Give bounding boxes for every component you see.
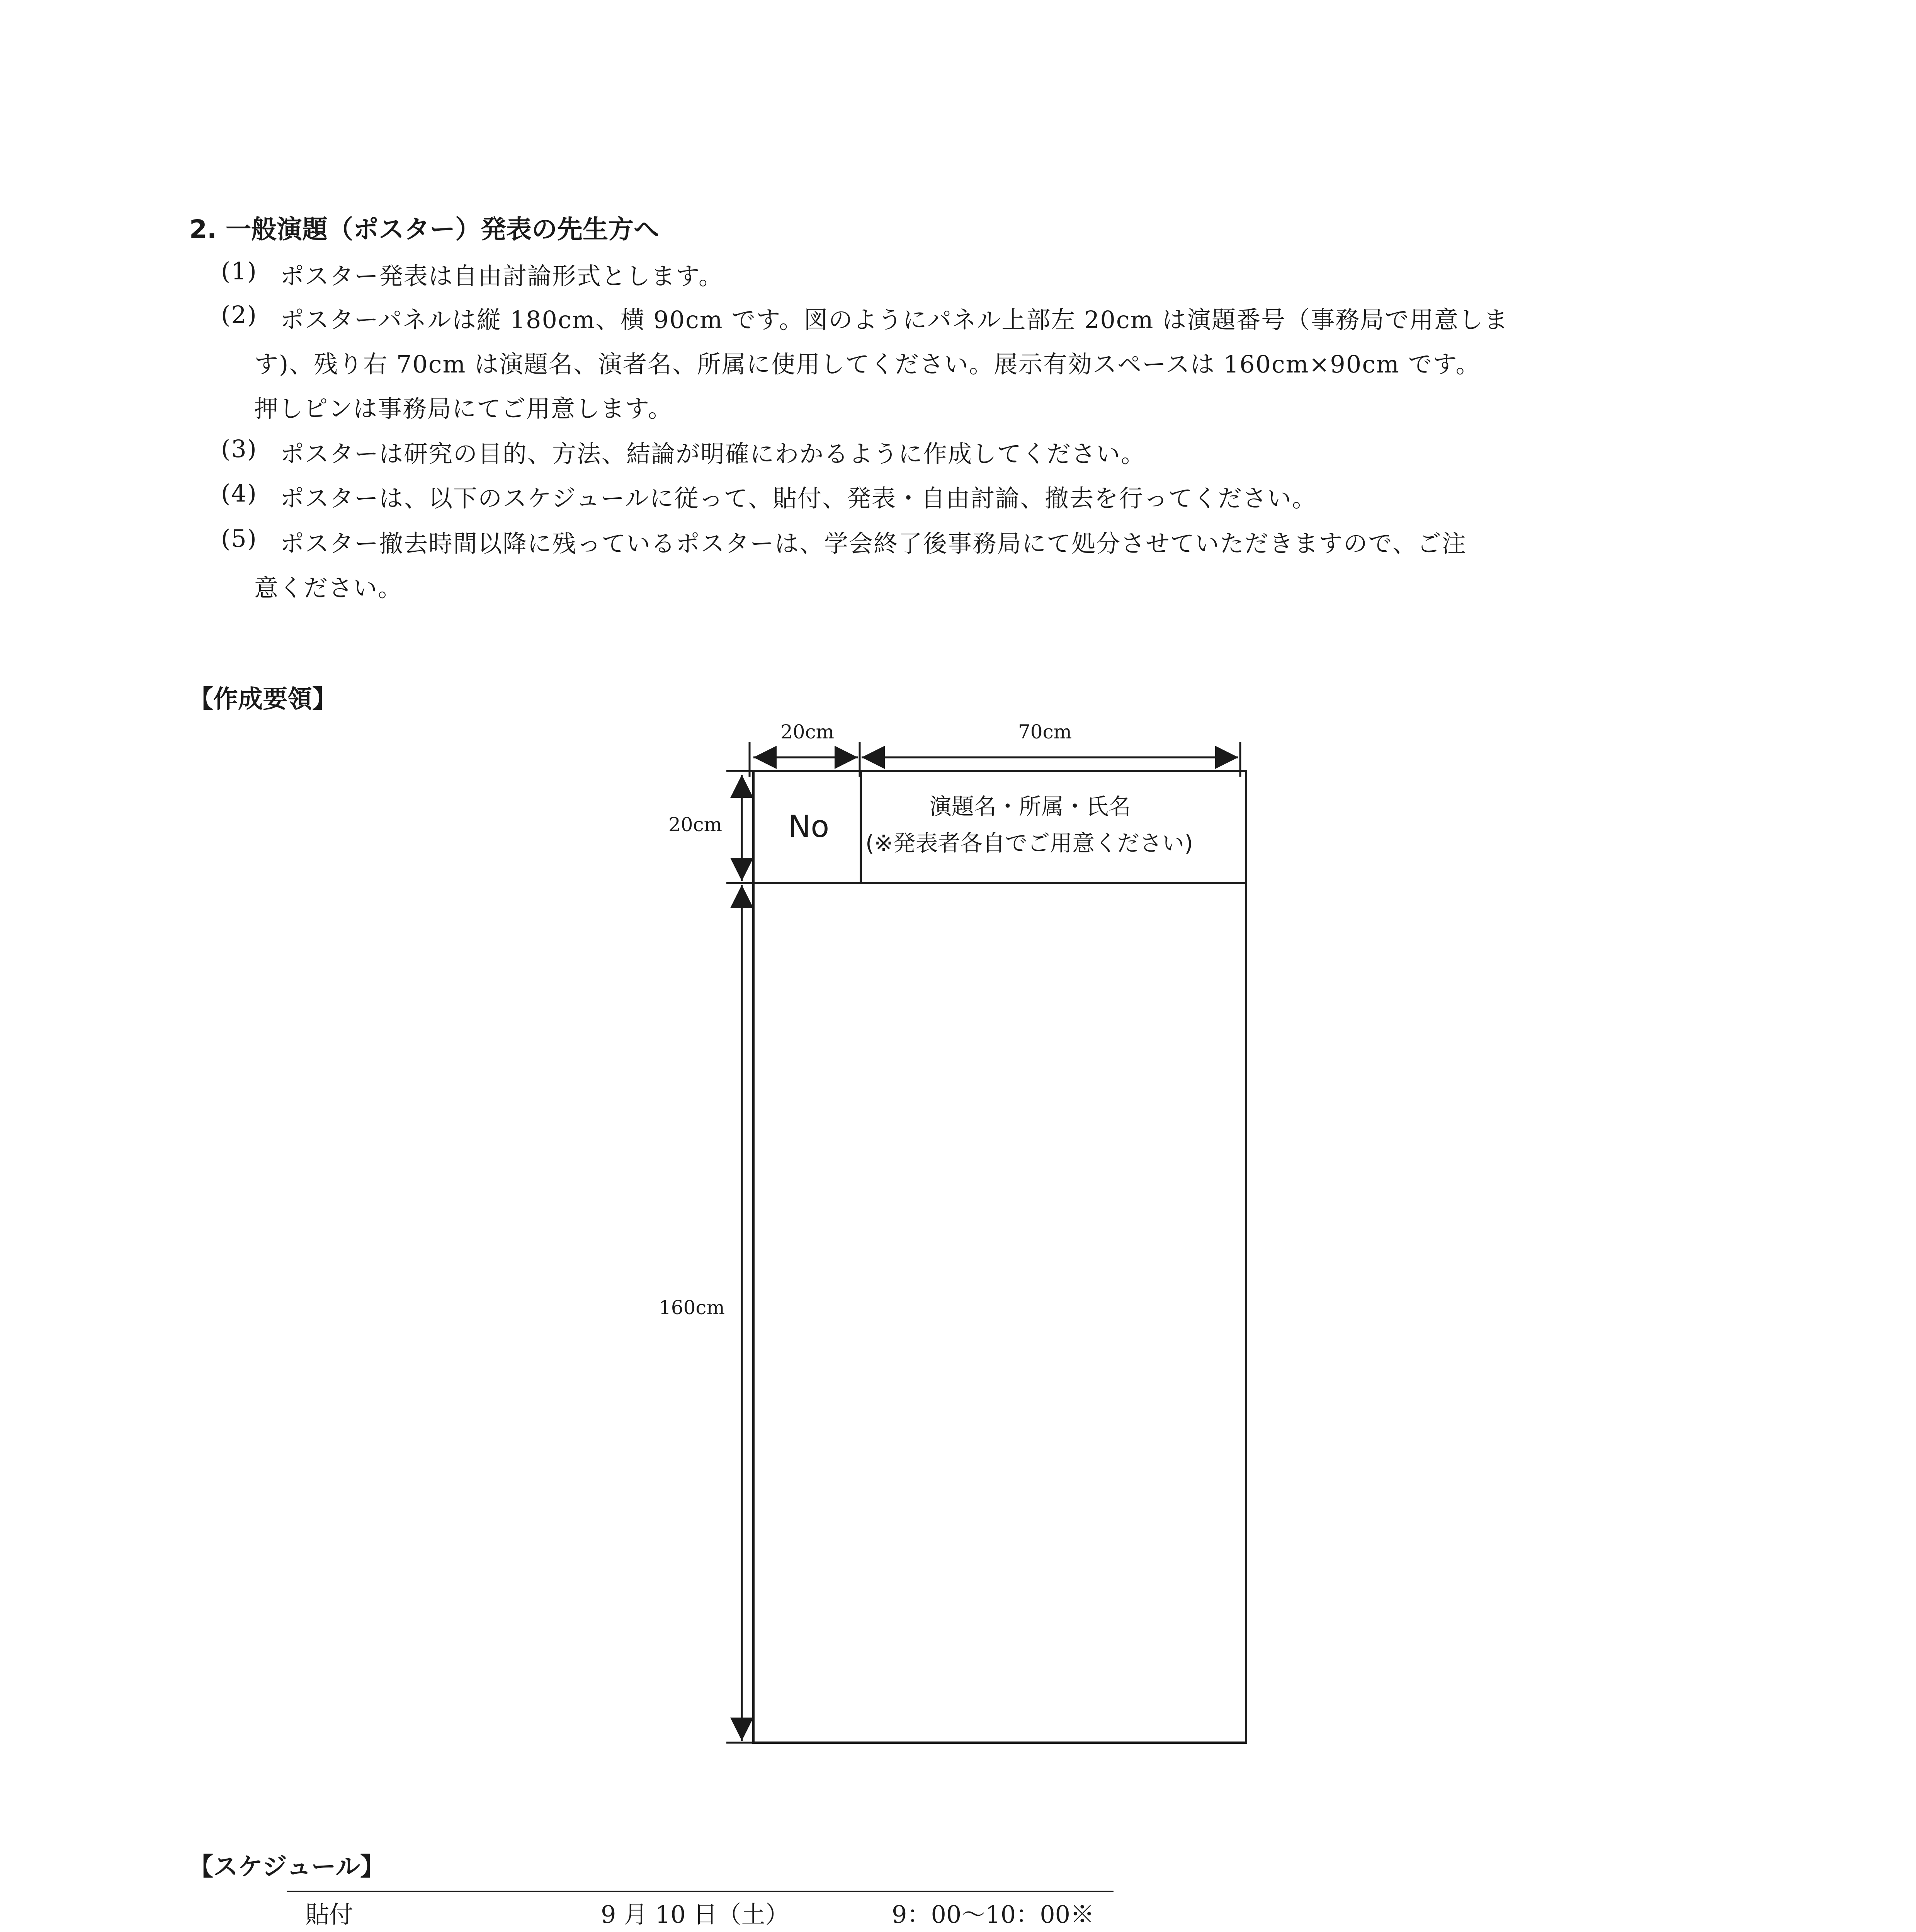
dim-label-top-left: 20cm: [780, 721, 835, 743]
list-item: ポスター撤去時間以降に残っているポスターは、学会終了後事務局にて処分させていただきますので、ご注: [280, 529, 1467, 558]
layout-guide-caption: 【作成要領】: [189, 685, 337, 714]
section2-heading: 2. 一般演題（ポスター）発表の先生方へ: [189, 214, 659, 244]
schedule-date: 9 月 10 日（土）: [601, 1900, 789, 1929]
list-item: ポスターは研究の目的、方法、結論が明確にわかるように作成してください。: [280, 440, 1146, 468]
item-number: (4): [221, 479, 257, 507]
list-item-continued: 意ください。: [254, 574, 403, 602]
list-item-continued: す)、残り右 70cm は演題名、演者名、所属に使用してください。展示有効スペースは 160cm×90cm です。: [254, 350, 1481, 378]
item-number: (5): [221, 524, 257, 553]
poster-panel: [753, 771, 1246, 1743]
schedule-time: 9：00〜10：00※: [892, 1900, 1095, 1929]
item-number: (3): [221, 435, 257, 463]
title-cell-line2: (※発表者各自でご用意ください): [865, 830, 1193, 856]
dimension-guides: [726, 742, 1240, 1743]
no-cell-label: No: [788, 810, 830, 844]
dim-label-top-right: 70cm: [1018, 721, 1072, 743]
list-item-continued: 押しピンは事務局にてご用意します。: [254, 395, 673, 423]
table-rule-top: [287, 1891, 1114, 1892]
schedule-caption: 【スケジュール】: [189, 1853, 385, 1881]
item-number: (2): [221, 301, 257, 329]
dim-label-header-height: 20cm: [668, 813, 723, 836]
item-number: (1): [221, 257, 257, 285]
list-item: ポスターは、以下のスケジュールに従って、貼付、発表・自由討論、撤去を行ってください。: [280, 484, 1317, 512]
dim-label-body-height: 160cm: [659, 1296, 725, 1319]
list-item: ポスターパネルは縦 180cm、横 90cm です。図のようにパネル上部左 20cm は演題番号（事務局で用意しま: [280, 306, 1509, 334]
list-item: ポスター発表は自由討論形式とします。: [280, 262, 724, 290]
title-cell-line1: 演題名・所属・氏名: [929, 793, 1131, 820]
schedule-label: 貼付: [305, 1900, 354, 1929]
